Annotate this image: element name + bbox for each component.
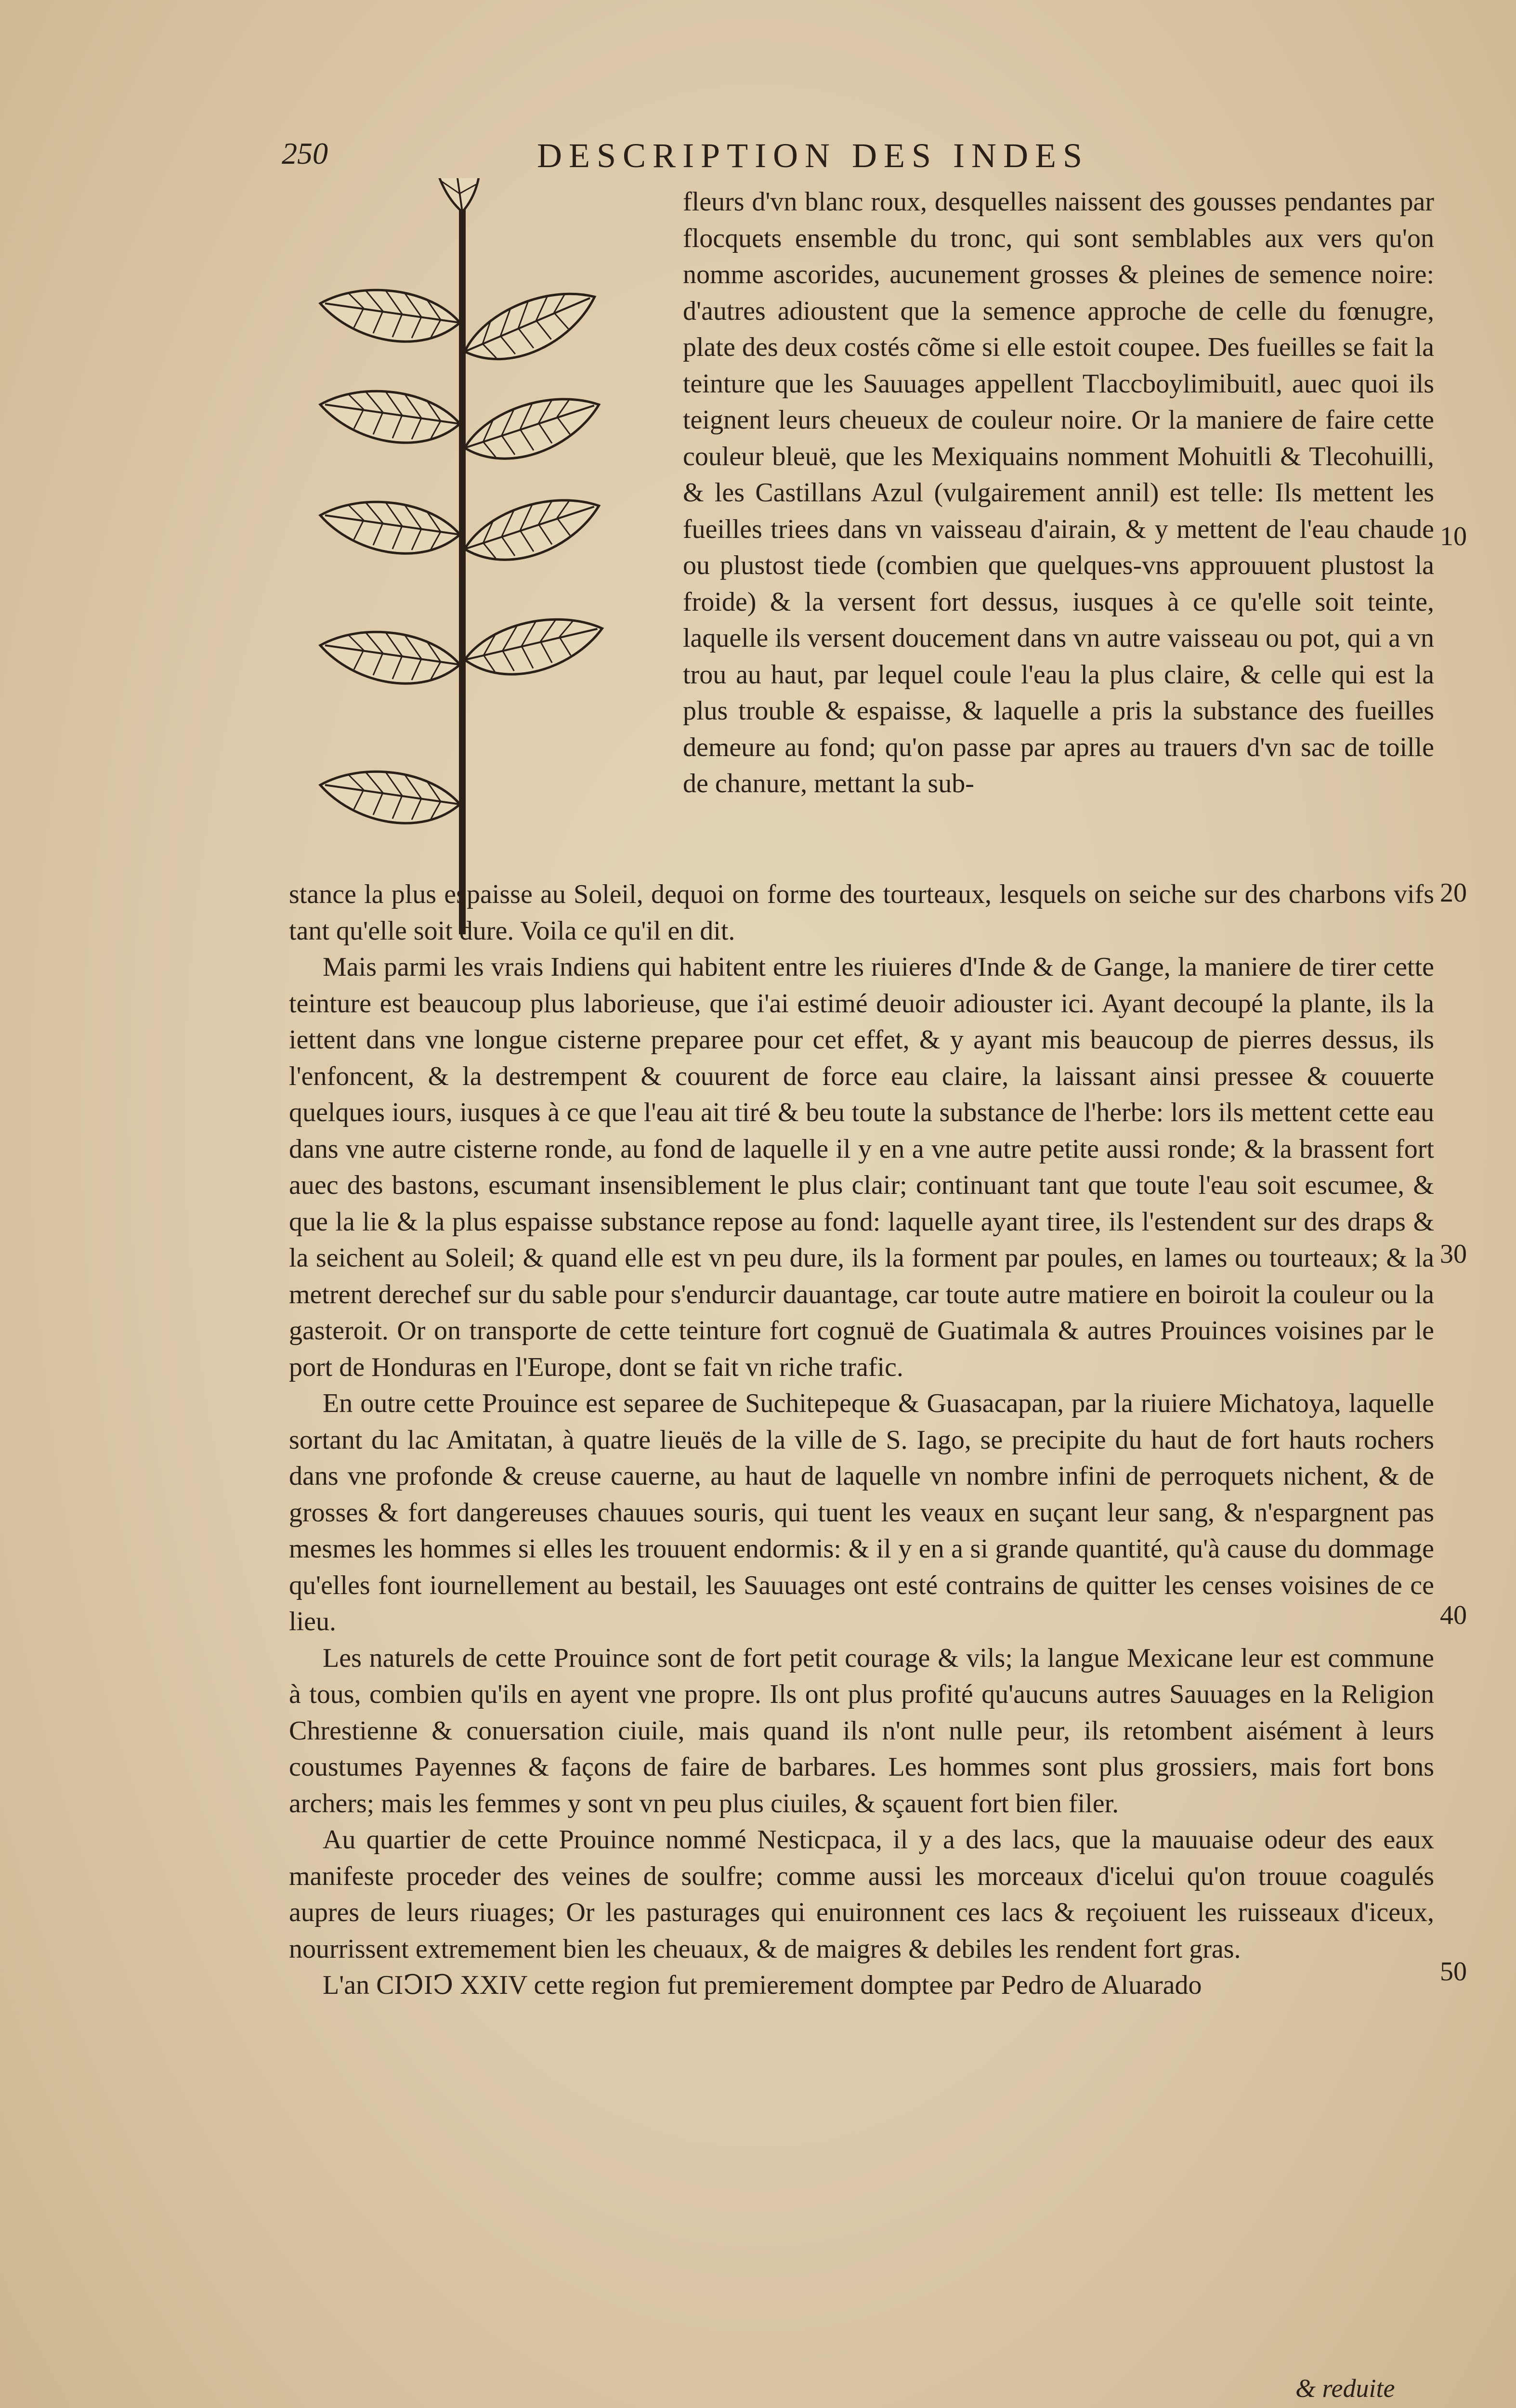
margin-line-number: 50 — [1440, 1957, 1467, 1987]
margin-line-number: 40 — [1440, 1600, 1467, 1630]
paragraph: L'an CIↃIↃ XXIV cette region fut premierement domptee par Pedro de Aluarado — [323, 1970, 1202, 2000]
body-text — [289, 877, 1434, 2004]
running-title: DESCRIPTION DES INDES — [537, 136, 1089, 175]
pinnate-leaf-branch-icon — [289, 178, 674, 949]
paragraph: Les naturels de cette Prouince sont de fort petit courage & vils; la langue Mexicane leur est commune à tous, combien qu'ils en ayent vne propre. Ils ont plus profité qu'aucuns autres Sauuages en la Religion Chrestienne & conuersation ciuile, mais quand ils n'ont nulle peur, ils retombent aisément à leurs coustumes Payennes & façons de faire de barbares. Les hommes sont plus grossiers, mais fort bons archers; mais les femmes y sont vn peu plus ciuiles, & sçauent fort bien filer. — [289, 1643, 1434, 1819]
margin-line-number: 10 — [1440, 522, 1467, 551]
paragraph: stance la plus espaisse au Soleil, dequoi on forme des tourteaux, lesquels on seiche sur des charbons vifs tant qu'elle soit dure. Voila ce qu'il en dit. — [289, 879, 1434, 946]
catchword: & reduite — [1295, 2374, 1395, 2403]
margin-line-number: 20 — [1440, 878, 1467, 908]
paragraph: Mais parmi les vrais Indiens qui habitent entre les riuieres d'Inde & de Gange, la maniere de tirer cette teinture est beaucoup plus laborieuse, que i'ai estimé deuoir adiouster ici. Ayant decoupé la plante, ils la iettent dans vne longue cisterne preparee pour cet effet, & y ayant mis beaucoup de pierres dessus, ils l'enfoncent, & la destrempent & couurent de force eau claire, la laissant ainsi pressee & couuerte quelques iours, iusques à ce que l'eau ait tiré & beu toute la substance de l'herbe: lors ils mettent cette eau dans vne autre cisterne ronde, au fond de laquelle il y en a vne autre petite aussi ronde; & la brassent fort auec des bastons, escumant insensiblement le plus clair; continuant tant que toute l'eau soit escumee, & que la lie & la plus espaisse substance repose au fond: laquelle ayant tiree, ils l'estendent sur des draps & la seichent au Soleil; & quand elle est vn peu dure, ils la forment par poules, en lames ou tourteaux; & la metrent derechef sur du sable pour s'endurcir dauantage, car toute autre matiere en boiroit la couleur ou la gasteroit. Or on transporte de cette teinture fort cognuë de Guatimala & autres Prouinces voisines par le port de Honduras en l'Europe, dont se fait vn riche trafic. — [289, 952, 1434, 1382]
paragraph: En outre cette Prouince est separee de Suchitepeque & Guasacapan, par la riuiere Michatoya, laquelle sortant du lac Amitatan, à quatre lieuës de la ville de S. Iago, se precipite du haut de fort hauts rochers dans vne profonde & creuse cauerne, au haut de laquelle vn nombre infini de perroquets nichent, & de grosses & fort dangereuses chauues souris, qui tuent les veaux en suçant leur sang, & n'espargnent pas mesmes les hommes si elles les trouuent endormis: & il y en a si grande quantité, qu'à cause du dommage qu'elles font iournellement au bestail, les Sauuages ont esté contrains de quitter les censes voisines de ce lieu. — [289, 1388, 1434, 1636]
paragraph: Au quartier de cette Prouince nommé Nesticpaca, il y a des lacs, que la mauuaise odeur des eaux manifeste proceder des veines de soulfre; comme aussi les morceaux d'icelui qu'on trouue coagulés aupres de leurs riuages; Or les pasturages qui enuironnent ces lacs & reçoiuent les ruisseaux d'iceux, nourrissent extremement bien les cheuaux, & de maigres & debiles les rendent fort gras. — [289, 1825, 1434, 1964]
margin-line-number: 30 — [1440, 1239, 1467, 1269]
page-number: 250 — [282, 136, 328, 170]
column-text-block — [683, 184, 1434, 802]
column-paragraph: fleurs d'vn blanc roux, desquelles naissent des gousses pendantes par flocquets ensemble du tronc, qui sont semblables aux vers qu'on nomme ascorides, aucunement grosses & pleines de semence noire: d'autres adioustent que la semence approche de celle du fœnugre, plate des deux costés cõme si elle estoit coupee. Des fueilles se fait la teinture que les Sauuages appellent Tlaccboylimibuitl, auec quoi ils teignent leurs cheueux de couleur noire. Or la maniere de faire cette couleur bleuë, que les Mexiquains nomment Mohuitli & Tlecohuilli, & les Castillans Azul (vulgairement annil) est telle: Ils mettent les fueilles triees dans vn vaisseau d'airain, & y mettent de l'eau chaude ou plustost tiede (combien que quelques-vns approuuent plustost la froide) & la versent fort dessus, iusques à ce qu'elle soit teinte, laquelle ils versent doucement dans vn autre vaisseau ou pot, qui a vn trou au haut, par lequel coule l'eau la plus claire, & celle qui est la plus trouble & espaisse, & laquelle a pris la substance des fueilles demeure au fond; qu'on passe par apres au trauers d'vn sac de toille de chanure, mettant la sub- — [683, 187, 1434, 798]
page-header — [0, 136, 1516, 179]
